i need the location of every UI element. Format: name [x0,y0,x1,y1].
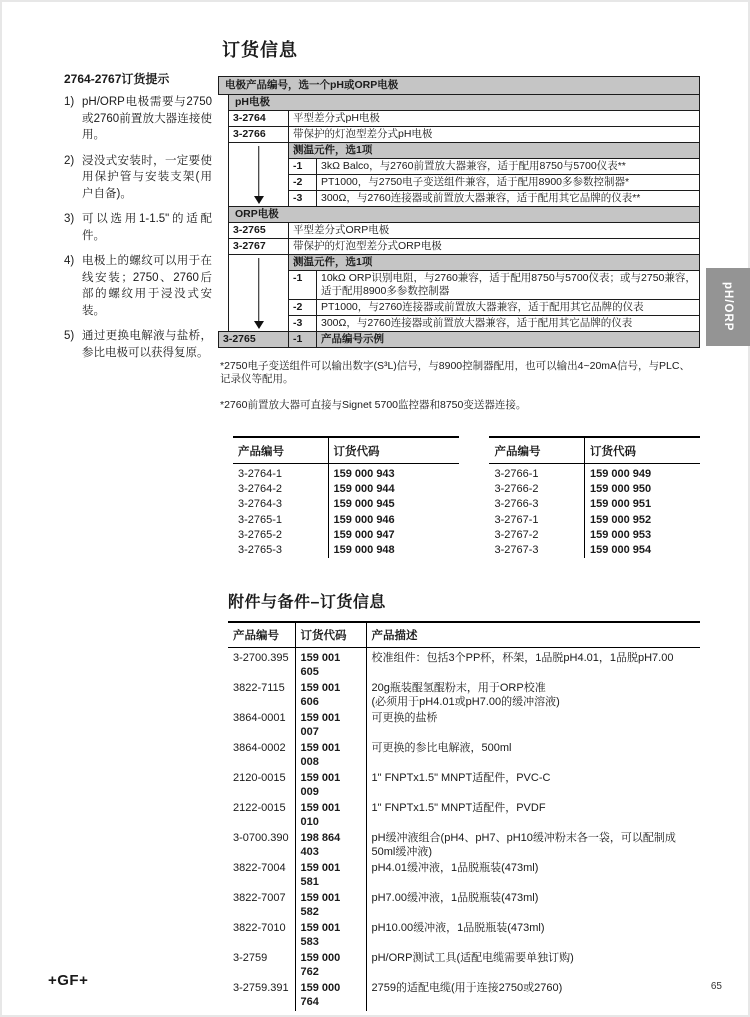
product-row [229,111,700,127]
order-code: 159 001 581 [295,861,366,891]
electrode-table-header: 电极产品编号，选一个pH或ORP电极 [218,76,700,95]
order-code: 159 001 606 [295,681,366,711]
order-code: 159 000 764 [295,981,366,1011]
product-number: 3822-7007 [233,892,286,905]
footnote: *2760前置放大器可直接与Signet 5700监控器和8750变送器连接。 [220,399,527,411]
temp-desc: 3kΩ Balco，与2760前置放大器兼容，适于配用8750与5700仪表** [317,159,700,175]
temp-desc: 300Ω，与2760连接器或前置放大器兼容，适于配用其它品牌的仪表 [317,316,700,332]
note-number: 5) [64,330,75,342]
order-code: 159 000 944 [328,482,459,497]
order-code: 159 000 947 [328,528,459,543]
footnotes [220,360,700,412]
table-row [228,771,700,801]
product-desc: 平型差分式ORP电极 [289,223,700,239]
temp-desc: PT1000，与2760连接器或前置放大器兼容，适于配用其它品牌的仪表 [317,300,700,316]
main-content [218,36,700,1011]
order-code-table-left [233,436,459,558]
table-row [228,981,700,1011]
sidebar-title: 2764-2767订货提示 [64,72,170,86]
example-row [219,332,700,348]
product-description: pH/ORP测试工具(适配电缆需要单独订购) [366,951,700,981]
sidebar-order-notes [64,70,212,370]
gf-logo: +GF+ [48,972,89,989]
product-number: 3-2766-3 [494,498,539,511]
table-row [233,497,459,512]
table-row [228,711,700,741]
accessories-table [228,621,700,1011]
table-row [233,464,459,483]
order-code: 159 000 951 [584,497,700,512]
temp-option-row [229,191,700,207]
order-code: 159 000 945 [328,497,459,512]
note-number: 3) [64,213,75,225]
note-text: pH/ORP电极需要与2750或2760前置放大器连接使用。 [82,96,212,141]
temp-code: -2 [289,175,317,191]
temp-option-row [229,175,700,191]
column-header-product: 产品编号 [228,622,295,648]
product-description: 校准组件：包括3个PP杯，杯架，1品脱pH4.01，1品脱pH7.00 [366,648,700,681]
example-code: 3-2765 [219,332,289,348]
product-number: 3-2766-2 [494,483,539,496]
table-row [228,831,700,861]
product-number: 3-2700.395 [233,652,289,665]
column-header-code: 订货代码 [295,622,366,648]
product-description: 2759的适配电缆(用于连接2750或2760) [366,981,700,1011]
temp-option-row [229,159,700,175]
flow-arrow-cell [229,143,289,207]
example-label: 产品编号示例 [317,332,700,348]
order-code: 159 001 582 [295,891,366,921]
table-row [228,681,700,711]
table-row [489,464,700,483]
column-header-code: 订货代码 [584,437,700,464]
order-code: 159 000 952 [584,513,700,528]
product-number: 3822-7115 [233,682,285,695]
product-number: 3-2767-1 [494,513,539,526]
temp-option-row [229,271,700,300]
product-description: pH10.00缓冲液，1品脱瓶装(473ml) [366,921,700,951]
product-number: 3-2765-2 [238,528,283,541]
order-code: 159 000 943 [328,464,459,483]
product-number: 3-2764-2 [238,483,283,496]
section-tab-ph-orp [706,268,750,346]
table-row [489,482,700,497]
product-code: 3-2765 [229,223,289,239]
product-number: 3-2765-1 [238,513,283,526]
accessories-title: 附件与备件–订货信息 [228,594,386,612]
column-header-code: 订货代码 [328,437,459,464]
note-text: 电极上的螺纹可以用于在线安装；2750、2760后部的螺纹用于浸没式安装。 [82,255,212,317]
product-description: pH缓冲液组合(pH4、pH7、pH10缓冲粉末各一袋，可以配制成50ml缓冲液) [366,831,700,861]
table-row [228,921,700,951]
product-description: 可更换的盐桥 [366,711,700,741]
temp-desc: PT1000，与2750电子变送组件兼容，适于配用8900多参数控制器* [317,175,700,191]
temp-select-header: 测温元件，选1项 [289,255,700,271]
product-number: 3-2766-1 [494,468,539,480]
product-row [229,223,700,239]
temp-desc: 10kΩ ORP识别电阻，与2760兼容，适于配用8750与5700仪表；或与2750兼容，适于配用8900多参数控制器 [317,271,700,300]
table-row [489,543,700,558]
page-title: 订货信息 [222,40,298,60]
table-row [228,951,700,981]
order-code: 159 001 583 [295,921,366,951]
note-text: 通过更换电解液与盐桥，参比电极可以获得复原。 [82,330,212,359]
order-code: 159 000 948 [328,543,459,558]
section-label-orp: ORP电极 [229,207,700,223]
section-row-orp [229,207,700,223]
product-number: 3864-0002 [233,742,286,755]
example-sub-code: -1 [289,332,317,348]
temp-header-row [229,255,700,271]
order-code-tables [233,436,700,558]
temp-select-header: 测温元件，选1项 [289,143,700,159]
product-number: 3-0700.390 [233,832,289,845]
product-number: 3-2759 [233,952,268,965]
page-number: 65 [710,981,722,992]
temp-code: -1 [289,271,317,300]
order-code: 159 000 762 [295,951,366,981]
product-code: 3-2766 [229,127,289,143]
temp-option-row [229,300,700,316]
table-row [228,891,700,921]
product-desc: 带保护的灯泡型差分式pH电极 [289,127,700,143]
table-row [489,497,700,512]
order-code: 159 001 605 [295,648,366,681]
column-header-desc: 产品描述 [366,622,700,648]
note-item [64,153,212,203]
product-row [229,127,700,143]
order-code: 159 000 950 [584,482,700,497]
note-item [64,253,212,319]
electrode-order-table [218,76,700,348]
order-code: 159 000 946 [328,513,459,528]
table-row [233,543,459,558]
order-code-table-right [489,436,700,558]
temp-code: -1 [289,159,317,175]
product-row [229,239,700,255]
table-row [233,513,459,528]
order-code: 159 000 949 [584,464,700,483]
product-description: 1" FNPTx1.5" MNPT适配件，PVDF [366,801,700,831]
temp-code: -3 [289,191,317,207]
product-description: pH4.01缓冲液，1品脱瓶装(473ml) [366,861,700,891]
table-row [228,741,700,771]
product-code: 3-2764 [229,111,289,127]
product-desc: 带保护的灯泡型差分式ORP电极 [289,239,700,255]
footnote: *2750电子变送组件可以输出数字(S³L)信号，与8900控制器配用，也可以输出4~20mA信号，与PLC、记录仪等配用。 [220,360,690,385]
table-row [233,482,459,497]
note-item [64,94,212,144]
product-desc: 平型差分式pH电极 [289,111,700,127]
example-row-table [218,331,700,348]
note-text: 浸没式安装时，一定要使用保护管与安装支架(用户自备)。 [82,154,212,200]
product-description: 1" FNPTx1.5" MNPT适配件，PVC-C [366,771,700,801]
product-code: 3-2767 [229,239,289,255]
order-code: 159 001 010 [295,801,366,831]
order-code: 198 864 403 [295,831,366,861]
product-description: 20g瓶装醌氢醌粉末，用于ORP校准 (必须用于pH4.01或pH7.00的缓冲溶液) [366,681,700,711]
product-number: 2120-0015 [233,772,286,785]
order-code: 159 001 007 [295,711,366,741]
product-number: 3-2764-3 [238,498,283,511]
flow-arrow-cell [229,255,289,332]
order-code: 159 000 953 [584,528,700,543]
electrode-table-body [228,94,700,332]
table-row [228,801,700,831]
table-row [489,513,700,528]
product-number: 3822-7010 [233,922,286,935]
note-number: 1) [64,96,75,108]
section-row-ph [229,95,700,111]
table-row [489,528,700,543]
product-number: 3-2764-1 [238,468,283,480]
column-header-product: 产品编号 [233,437,328,464]
product-number: 3-2767-2 [494,528,539,541]
order-code: 159 000 954 [584,543,700,558]
note-number: 4) [64,255,75,267]
column-header-product: 产品编号 [489,437,584,464]
note-item [64,328,212,361]
product-number: 3-2767-3 [494,544,539,557]
product-description: pH7.00缓冲液，1品脱瓶装(473ml) [366,891,700,921]
note-number: 2) [64,154,75,167]
temp-header-row [229,143,700,159]
order-code: 159 001 008 [295,741,366,771]
product-number: 3864-0001 [233,712,286,725]
product-number: 2122-0015 [233,802,286,815]
section-label-ph: pH电极 [229,95,700,111]
table-row [228,648,700,681]
temp-code: -2 [289,300,317,316]
temp-code: -3 [289,316,317,332]
note-item [64,211,212,244]
product-number: 3822-7004 [233,862,286,875]
table-row [233,528,459,543]
temp-desc: 300Ω，与2760连接器或前置放大器兼容，适于配用其它品牌的仪表** [317,191,700,207]
temp-option-row [229,316,700,332]
product-number: 3-2765-3 [238,544,283,557]
table-row [228,861,700,891]
section-tab-label: pH/ORP [722,282,734,332]
product-number: 3-2759.391 [233,982,289,995]
note-text: 可以选用1-1.5"的适配件。 [82,213,212,242]
order-code: 159 001 009 [295,771,366,801]
product-description: 可更换的参比电解液，500ml [366,741,700,771]
